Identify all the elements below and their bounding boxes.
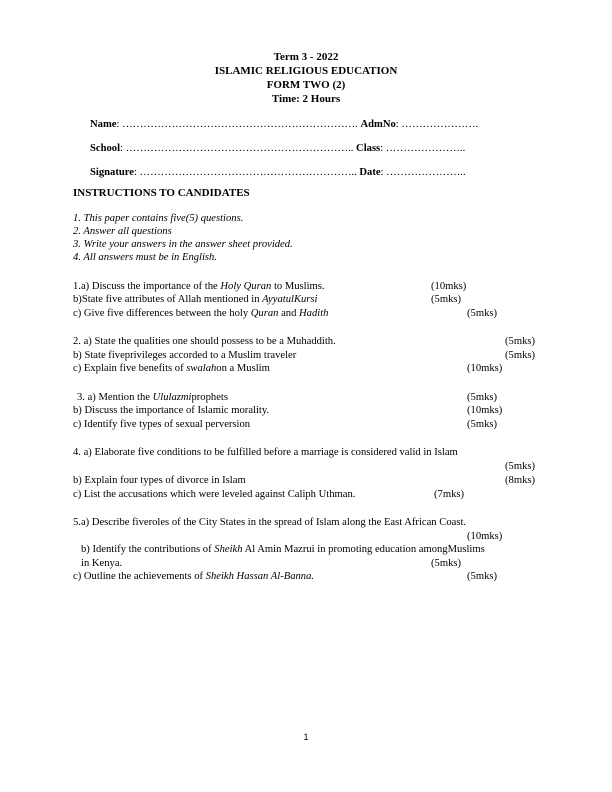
name-label: Name — [90, 119, 117, 130]
q3c-marks: (5mks) — [467, 419, 498, 430]
instructions-list — [73, 212, 293, 264]
admno-dots[interactable]: : …………………. — [395, 119, 479, 130]
q3c-text: c) Identify five types of sexual perversion — [73, 419, 251, 430]
exam-header — [0, 50, 612, 106]
instruction-item: 4. All answers must be in English. — [73, 252, 218, 263]
q4a-text: 4. a) Elaborate five conditions to be fulfilled before a marriage is considered valid in Islam — [73, 447, 458, 458]
q2c-marks: (10mks) — [467, 363, 503, 374]
signature-row — [90, 166, 550, 179]
school-label: School — [90, 143, 121, 154]
instruction-item: 2. Answer all questions — [73, 226, 172, 237]
q2a-text: 2. a) State the qualities one should possess to be a Muhaddith. — [73, 336, 336, 347]
q5b-marks: (5mks) — [431, 558, 462, 569]
q3a-text: 3. a) Mention the Ululazmiprophets — [77, 392, 228, 403]
q1a-marks: (10mks) — [431, 281, 467, 292]
q1b-marks: (5mks) — [431, 294, 462, 305]
q5a-marks: (10mks) — [467, 531, 503, 542]
q4c-text: c) List the accusations which were leveled against Caliph Uthman. — [73, 489, 356, 500]
signature-label: Signature — [90, 167, 134, 178]
q4a-marks: (5mks) — [505, 461, 536, 472]
time-line: Time: 2 Hours — [271, 93, 341, 105]
q4b-marks: (8mks) — [505, 475, 536, 486]
q1c-text: c) Give five differences between the holy Quran and Hadith — [73, 308, 329, 319]
instruction-item: 3. Write your answers in the answer sheet provided. — [73, 239, 293, 250]
name-row — [90, 118, 550, 131]
page-number: 1 — [303, 732, 309, 742]
q3a-marks: (5mks) — [467, 392, 498, 403]
signature-dots[interactable]: : …………………………………………………….. — [133, 167, 357, 178]
q1b-text: b)State five attributes of Allah mentioned in AyyatulKursi — [73, 294, 318, 305]
candidate-fields — [90, 118, 550, 190]
q2a-marks: (5mks) — [505, 336, 536, 347]
q2b-text: b) State fiveprivileges accorded to a Muslim traveler — [73, 350, 297, 361]
school-row — [90, 142, 550, 155]
q2b-marks: (5mks) — [505, 350, 536, 361]
q3b-marks: (10mks) — [467, 405, 503, 416]
date-label: Date — [359, 167, 381, 178]
instructions-title: INSTRUCTIONS TO CANDIDATES — [73, 187, 250, 199]
q4b-text: b) Explain four types of divorce in Islam — [73, 475, 246, 486]
name-dots[interactable]: : …………………………………………………………. — [116, 119, 358, 130]
term-line: Term 3 - 2022 — [273, 51, 339, 63]
admno-label: AdmNo — [360, 119, 396, 130]
q5c-text: c) Outline the achievements of Sheikh Hassan Al-Banna. — [73, 571, 315, 582]
form-line: FORM TWO (2) — [266, 79, 346, 91]
q5b-text: b) Identify the contributions of Sheikh Al Amin Mazrui in promoting education amongMuslims — [81, 544, 485, 555]
q2c-text: c) Explain five benefits of swalahon a Muslim — [73, 363, 270, 374]
instruction-item: 1. This paper contains five(5) questions. — [73, 213, 244, 224]
class-dots[interactable]: : ………………….. — [380, 143, 466, 154]
subject-line: ISLAMIC RELIGIOUS EDUCATION — [214, 65, 398, 77]
q1a-text: 1.a) Discuss the importance of the Holy Quran to Muslims. — [73, 281, 325, 292]
date-dots[interactable]: : ………………….. — [380, 167, 466, 178]
q4c-marks: (7mks) — [434, 489, 465, 500]
class-label: Class — [356, 143, 381, 154]
q1c-marks: (5mks) — [467, 308, 498, 319]
q3b-text: b) Discuss the importance of Islamic morality. — [73, 405, 270, 416]
q5a-text: 5.a) Describe fiveroles of the City States in the spread of Islam along the East African Coast. — [73, 517, 467, 528]
school-dots[interactable]: : ……………………………………………………….. — [120, 143, 354, 154]
q5b-text-line2: in Kenya. — [81, 558, 123, 569]
q5c-marks: (5mks) — [467, 571, 498, 582]
